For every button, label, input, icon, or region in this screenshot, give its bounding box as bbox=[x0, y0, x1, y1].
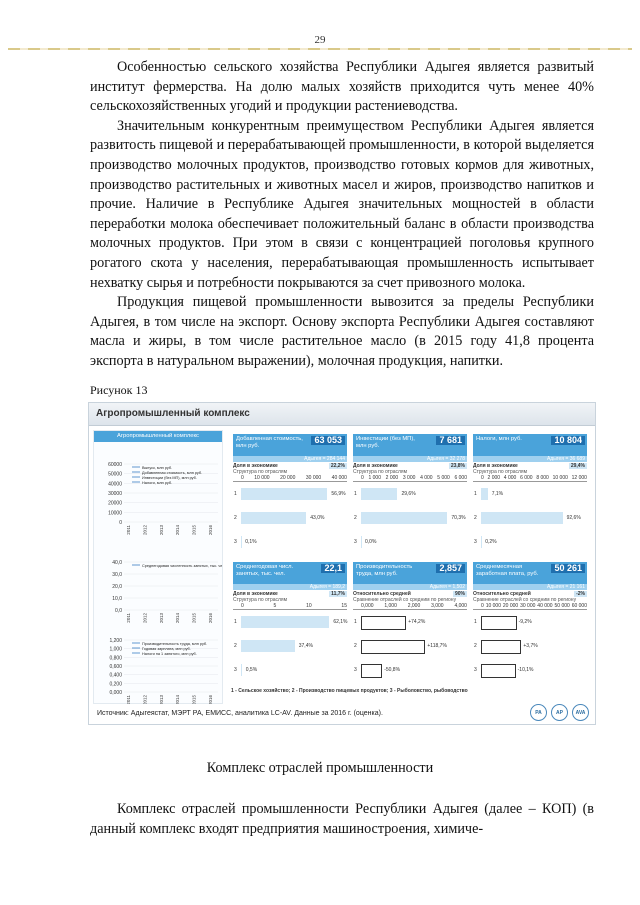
bar bbox=[241, 616, 329, 628]
chart3-year-label: 2014 bbox=[175, 695, 181, 704]
bar-index: 3 bbox=[234, 667, 237, 673]
bar-value-label: 70,3% bbox=[451, 515, 466, 521]
panel-total: Адыгея = 189,2 bbox=[233, 584, 347, 590]
chart1-legend-entry: Налоги, млн руб. bbox=[142, 481, 173, 485]
panel-total: Адыгея = 36 689 bbox=[473, 456, 587, 462]
axis-tick-label: 3,000 bbox=[431, 603, 444, 609]
axis-tick-label: 1 000 bbox=[368, 475, 381, 481]
page-number: 29 bbox=[314, 34, 326, 46]
share-value: 11,7% bbox=[331, 591, 345, 597]
axis-tick-label: 8 000 bbox=[536, 475, 549, 481]
axis-tick-label: 1,000 bbox=[384, 603, 397, 609]
panel-title-text: Инвестиции (без МП), млн руб. bbox=[356, 436, 415, 449]
share-value: 29,4% bbox=[570, 463, 585, 469]
chart1-tick-label: 40000 bbox=[108, 481, 122, 488]
bar-index: 3 bbox=[354, 667, 357, 673]
panel-value: 2,857 bbox=[436, 564, 465, 573]
figure-title: Агропромышленный комплекс bbox=[89, 403, 595, 426]
figure-source: Источник: Адыгеястат, МЭРТ РА, ЕМИСС, аналитика LC-AV. Данные за 2016 г. (оценка). bbox=[97, 710, 383, 717]
chart3-tick-label: 0,200 bbox=[109, 681, 122, 688]
bar bbox=[241, 664, 242, 676]
axis-tick-label: 3 000 bbox=[402, 475, 416, 481]
chart3-year-label: 2015 bbox=[191, 695, 197, 704]
share-label: Доля в экономике bbox=[233, 591, 278, 597]
bar-row bbox=[233, 530, 347, 554]
bar-row bbox=[353, 610, 467, 634]
share-label: Доля в экономике bbox=[473, 463, 518, 469]
bar bbox=[361, 512, 447, 524]
bar-value-label: 43,0% bbox=[310, 515, 325, 521]
bar-row bbox=[233, 610, 347, 634]
chart1-year-label: 2014 bbox=[175, 525, 181, 536]
logos bbox=[530, 704, 589, 721]
panel-title-text: Добавленная стоимость, млн руб. bbox=[236, 436, 303, 449]
chart1-tick-label: 50000 bbox=[108, 471, 122, 478]
axis-ticks bbox=[473, 475, 587, 482]
bar-index: 1 bbox=[234, 619, 237, 625]
bar bbox=[481, 616, 517, 630]
axis-ticks bbox=[233, 603, 347, 610]
chart2-tick-label: 0,0 bbox=[115, 608, 122, 614]
chart2-year-label: 2013 bbox=[158, 613, 164, 624]
share-label: Относительно средней bbox=[473, 591, 531, 597]
axis-tick-label: 5 bbox=[273, 603, 277, 609]
body-text bbox=[90, 58, 594, 372]
panel-total: Адыгея = 21 161 bbox=[473, 584, 587, 590]
bar-value-label: +118,7% bbox=[427, 643, 447, 649]
axis-tick-label: 30 000 bbox=[305, 475, 322, 481]
axis-tick-label: 0,000 bbox=[361, 603, 374, 609]
bar-row bbox=[233, 658, 347, 682]
bar-index: 1 bbox=[234, 491, 237, 497]
bar bbox=[361, 664, 382, 678]
bar bbox=[241, 640, 295, 652]
paragraph-4: Комплекс отраслей промышленности Республики Адыгея (далее – КОП) (в данный комплекс входят предприятия машиностроения, химиче- bbox=[90, 801, 594, 837]
chart3-year-label: 2016 bbox=[208, 695, 213, 704]
structure-label: Сравнение отраслей со средним по региону bbox=[353, 597, 457, 603]
chart3-tick-label: 0,600 bbox=[109, 664, 122, 670]
section-heading: Комплекс отраслей промышленности bbox=[206, 760, 434, 776]
axis-tick-label: 30 000 bbox=[520, 603, 536, 609]
bar-index: 3 bbox=[474, 539, 477, 545]
bar bbox=[361, 536, 362, 548]
axis-tick-label: 40 000 bbox=[331, 475, 347, 481]
bar-row bbox=[353, 482, 467, 506]
axis-ticks bbox=[233, 475, 347, 482]
axis-tick-label: 40 000 bbox=[537, 603, 553, 609]
bar bbox=[241, 512, 306, 524]
bar-index: 1 bbox=[474, 491, 477, 497]
bar-row bbox=[233, 482, 347, 506]
bar-row bbox=[473, 610, 587, 634]
bar-value-label: 62,1% bbox=[333, 619, 348, 625]
axis-tick-label: 12 000 bbox=[571, 475, 587, 481]
panel-value: 7 681 bbox=[436, 436, 465, 445]
bar bbox=[481, 512, 563, 524]
axis-tick-label: 2 000 bbox=[487, 475, 501, 481]
chart3-tick-label: 0,400 bbox=[109, 672, 122, 679]
bar-index: 1 bbox=[474, 619, 477, 625]
header-rule bbox=[8, 48, 632, 50]
bar-index: 3 bbox=[354, 539, 357, 545]
chart1-year-label: 2012 bbox=[142, 525, 148, 536]
chart3-year-label: 2013 bbox=[158, 695, 164, 704]
axis-tick-label: 50 000 bbox=[554, 603, 570, 609]
share-label: Доля в экономике bbox=[233, 463, 278, 469]
axis-tick-label: 10 000 bbox=[485, 603, 501, 609]
panel-title bbox=[233, 562, 347, 584]
bar bbox=[361, 488, 397, 500]
figure bbox=[88, 402, 596, 725]
chart1-tick-label: 60000 bbox=[108, 462, 122, 468]
panel-total: Адыгея = 284 144 bbox=[233, 456, 347, 462]
axis-tick-label: 15 bbox=[341, 603, 347, 609]
trend-charts bbox=[94, 442, 222, 704]
bar-value-label: 0,2% bbox=[485, 539, 497, 545]
axis-tick-label: 2,000 bbox=[407, 603, 421, 609]
axis-tick-label: 0 bbox=[241, 475, 244, 481]
panel-title bbox=[473, 434, 587, 456]
bar-value-label: 37,4% bbox=[298, 643, 313, 649]
axis-tick-label: 10 bbox=[306, 603, 312, 609]
chart2-year-label: 2012 bbox=[142, 613, 148, 624]
bar-index: 1 bbox=[354, 491, 357, 497]
axis-ticks bbox=[473, 603, 587, 610]
bar bbox=[241, 488, 327, 500]
panel-title bbox=[353, 434, 467, 456]
panel-title bbox=[473, 562, 587, 584]
panel-title-text: Производительность труда, млн руб. bbox=[356, 564, 413, 577]
chart2-year-label: 2011 bbox=[126, 613, 131, 623]
bar bbox=[361, 640, 425, 654]
paragraph-1: Особенностью сельского хозяйства Республики Адыгея является развитый институт фермерства. На долю малых хозяйств приходится чуть менее 40% сельскохозяйственных угодий и продукции растениеводства. bbox=[90, 59, 594, 115]
body-text-2 bbox=[90, 800, 594, 839]
bar-index: 3 bbox=[474, 667, 477, 673]
bar-value-label: 0,1% bbox=[245, 539, 257, 545]
bar-row bbox=[473, 634, 587, 658]
panel-title bbox=[353, 562, 467, 584]
axis-tick-label: 20 000 bbox=[502, 603, 519, 609]
bar-value-label: 0,0% bbox=[365, 539, 377, 545]
chart3-legend-entry: Годовая зарплата, млн руб. bbox=[142, 647, 191, 651]
chart3-tick-label: 0,800 bbox=[109, 655, 122, 662]
chart2-tick-label: 10,0 bbox=[112, 596, 122, 602]
panel-title-text: Налоги, млн руб. bbox=[476, 436, 522, 442]
chart1-legend-entry: Добавленная стоимость, млн руб. bbox=[142, 471, 203, 475]
bar-index: 2 bbox=[474, 515, 477, 521]
bar bbox=[361, 616, 406, 630]
bar-row bbox=[353, 634, 467, 658]
chart2-year-label: 2016 bbox=[208, 613, 213, 624]
share-value: 90% bbox=[454, 591, 465, 597]
indicator-panel bbox=[473, 562, 587, 686]
axis-tick-label: 4,000 bbox=[454, 603, 467, 609]
share-value: -2% bbox=[576, 591, 585, 597]
ministry-logo: АР bbox=[551, 704, 568, 721]
panel-total: Адыгея = 32 278 bbox=[353, 456, 467, 462]
bar-index: 2 bbox=[354, 643, 357, 649]
chart3-legend-entry: Производительность труда, млн руб. bbox=[142, 642, 208, 646]
chart2-legend-entry: Среднегодовая численность занятых, тыс. чел. bbox=[142, 564, 222, 568]
bar-index: 2 bbox=[234, 515, 237, 521]
bar-row bbox=[233, 506, 347, 530]
axis-tick-label: 60 000 bbox=[571, 603, 587, 609]
bar-value-label: 29,6% bbox=[401, 491, 416, 497]
axis-tick-label: 0 bbox=[481, 475, 484, 481]
figure-label: Рисунок 13 bbox=[90, 383, 148, 397]
structure-label: Сравнение отраслей со средним по региону bbox=[473, 597, 577, 603]
chart3-year-label: 2011 bbox=[126, 695, 131, 704]
chart1-year-label: 2011 bbox=[126, 525, 131, 535]
panel-title bbox=[233, 434, 347, 456]
chart1-tick-label: 20000 bbox=[108, 500, 122, 507]
share-value: 22,2% bbox=[330, 463, 345, 469]
chart3-legend-entry: Налоги на 1 занятого, млн руб. bbox=[142, 652, 197, 656]
chart1-tick-label: 0 bbox=[119, 520, 122, 526]
paragraph-2: Значительным конкурентным преимуществом Республики Адыгея является развитость пищевой и перерабатывающей промышленности, в которой выделяется производство молочных продуктов, производство готовых кормов для животных, производство растительных и животных масел и жиров, производство напитков и прочие. Наличие в Республике Адыгея значительных мощностей в области переработки молока обеспечивает положительный баланс в области производства молочных продуктов. При этом в связи с концентрацией поголовья крупного рогатого скота у населения, перерабатывающая промышленность испытывает нехватку сырья и потребности покрываются за счет привозного молока. bbox=[90, 117, 594, 291]
axis-tick-label: 5 000 bbox=[437, 475, 450, 481]
chart2-tick-label: 40,0 bbox=[112, 560, 122, 566]
panel-total: Адыгея = 1,502 bbox=[353, 584, 467, 590]
axis-tick-label: 0 bbox=[241, 603, 244, 609]
structure-label: Структура по отраслям bbox=[473, 469, 528, 475]
ava-logo: AVA bbox=[572, 704, 589, 721]
chart2-tick-label: 20,0 bbox=[112, 584, 122, 590]
indicator-panel bbox=[353, 562, 467, 686]
bar-row bbox=[473, 482, 587, 506]
bar-value-label: 92,6% bbox=[566, 515, 581, 521]
bar-index: 2 bbox=[234, 643, 237, 649]
chart1-legend-entry: Выпуск, млн руб. bbox=[142, 466, 173, 470]
left-title: Агропромышленный комплекс bbox=[94, 431, 222, 442]
share-label: Доля в экономике bbox=[353, 463, 398, 469]
chart2-tick-label: 30,0 bbox=[112, 572, 122, 578]
bar-row bbox=[473, 658, 587, 682]
chart3-year-label: 2012 bbox=[142, 695, 148, 704]
panel-title-text: Среднемесячная заработная плата, руб. bbox=[476, 564, 539, 577]
axis-tick-label: 6 000 bbox=[520, 475, 533, 481]
axis-ticks bbox=[353, 475, 467, 482]
axis-tick-label: 20 000 bbox=[280, 475, 296, 481]
panel-value: 10 804 bbox=[551, 436, 585, 445]
axis-tick-label: 6 000 bbox=[454, 475, 467, 481]
chart1-tick-label: 30000 bbox=[108, 491, 122, 497]
bar bbox=[481, 536, 482, 548]
panel-value: 22,1 bbox=[321, 564, 345, 573]
chart2-year-label: 2015 bbox=[191, 613, 197, 624]
chart1-tick-label: 10000 bbox=[108, 510, 122, 517]
share-value: 23,8% bbox=[450, 463, 465, 469]
axis-tick-label: 10 000 bbox=[254, 475, 270, 481]
axis-tick-label: 10 000 bbox=[552, 475, 568, 481]
indicator-panel bbox=[233, 562, 347, 686]
bar-row bbox=[233, 634, 347, 658]
indicator-panel bbox=[353, 434, 467, 558]
bar bbox=[481, 664, 516, 678]
panel-title-text: Среднегодовая числ. занятых, тыс. чел. bbox=[236, 564, 294, 577]
bar-row bbox=[473, 530, 587, 554]
bar-value-label: -50,8% bbox=[384, 667, 401, 673]
left-charts bbox=[93, 430, 223, 704]
bar-value-label: +74,2% bbox=[408, 619, 426, 625]
structure-label: Структура по отраслям bbox=[233, 469, 288, 475]
bar-row bbox=[473, 506, 587, 530]
bar-row bbox=[353, 506, 467, 530]
chart2-year-label: 2014 bbox=[175, 613, 181, 624]
bar-index: 1 bbox=[354, 619, 357, 625]
bar-value-label: +3,7% bbox=[523, 643, 538, 649]
adygea-emblem-logo: РА bbox=[530, 704, 547, 721]
chart1-legend-entry: Инвестиции (без МП), млн руб. bbox=[142, 476, 197, 480]
indicator-panel bbox=[233, 434, 347, 558]
bar-index: 3 bbox=[234, 539, 237, 545]
bar bbox=[481, 488, 488, 500]
bar-index: 2 bbox=[474, 643, 477, 649]
axis-tick-label: 0 bbox=[481, 603, 484, 609]
bar-value-label: 0,5% bbox=[245, 667, 258, 673]
axis-tick-label: 4 000 bbox=[503, 475, 517, 481]
share-label: Относительно средней bbox=[353, 591, 411, 597]
chart3-tick-label: 0,000 bbox=[109, 690, 122, 696]
chart1-year-label: 2015 bbox=[191, 525, 197, 536]
axis-ticks bbox=[353, 603, 467, 610]
axis-tick-label: 2 000 bbox=[385, 475, 399, 481]
paragraph-3: Продукция пищевой промышленности вывозится за пределы Республики Адыгея, в том числе на экспорт. Основу экспорта Республики Адыгея составляют масла и жиры, в том числе растительное масло (в 2015 году 41,8 процента экспорта в натуральном выражении), молочная продукция, напитки. bbox=[90, 294, 594, 369]
axis-tick-label: 0 bbox=[361, 475, 364, 481]
bar-index: 2 bbox=[354, 515, 357, 521]
indicator-panel bbox=[473, 434, 587, 558]
bar-row bbox=[353, 530, 467, 554]
bar-row bbox=[353, 658, 467, 682]
bar-value-label: -10,1% bbox=[517, 667, 534, 673]
axis-tick-label: 4 000 bbox=[420, 475, 433, 481]
panel-value: 63 053 bbox=[311, 436, 345, 445]
bar-value-label: 56,9% bbox=[331, 491, 346, 497]
chart3-tick-label: 1,200 bbox=[109, 638, 122, 644]
structure-label: Структура по отраслям bbox=[233, 597, 288, 603]
figure-footnote: 1 - Сельское хозяйство; 2 - Производство пищевых продуктов; 3 - Рыболовство, рыбоводство bbox=[231, 688, 468, 694]
bar bbox=[481, 640, 521, 654]
chart1-year-label: 2013 bbox=[158, 525, 164, 536]
bar bbox=[241, 536, 242, 548]
chart3-tick-label: 1,000 bbox=[109, 646, 122, 653]
structure-label: Структура по отраслям bbox=[353, 469, 408, 475]
bar-value-label: -9,2% bbox=[518, 619, 532, 625]
chart1-year-label: 2016 bbox=[208, 525, 213, 536]
bar-value-label: 7,1% bbox=[491, 491, 504, 497]
panel-value: 50 261 bbox=[551, 564, 585, 573]
